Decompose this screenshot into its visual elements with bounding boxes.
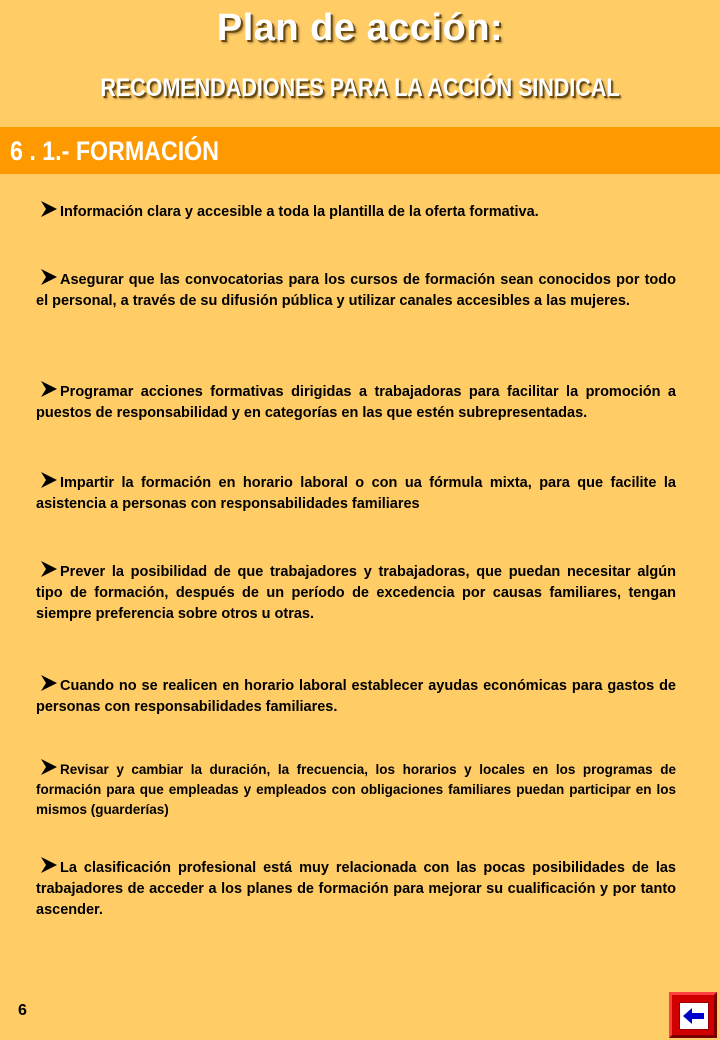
back-button-face[interactable] xyxy=(679,1002,709,1030)
list-item xyxy=(36,198,676,223)
list-item xyxy=(36,469,676,515)
list-item xyxy=(36,558,676,625)
arrow-bullet-icon xyxy=(38,672,60,694)
list-item xyxy=(36,854,676,921)
list-item-text: Programar acciones formativas dirigidas a trabajadoras para facilitar la promoción a puestos de responsabilidad y en categorías en las que estén subrepresentadas. xyxy=(36,384,676,421)
list-item xyxy=(36,378,676,424)
arrow-bullet-icon xyxy=(38,378,60,400)
arrow-bullet-icon xyxy=(38,854,60,876)
section-band xyxy=(0,127,720,174)
list-item-text: Revisar y cambiar la duración, la frecuencia, los horarios y locales en los programas de formación para que empleadas y empleados con obligaciones familiares puedan participar en los mismos (guarderías) xyxy=(36,762,676,817)
list-item xyxy=(36,266,676,312)
arrow-bullet-icon xyxy=(38,558,60,580)
list-item xyxy=(36,756,676,820)
list-item-text: Cuando no se realicen en horario laboral establecer ayudas económicas para gastos de personas con responsabilidades familiares. xyxy=(36,678,676,715)
page-number: 6 xyxy=(18,1002,27,1019)
page-title: Plan de acción: xyxy=(216,7,504,49)
section-title: 6 . 1.- FORMACIÓN xyxy=(10,136,219,166)
back-arrow-icon xyxy=(680,1003,708,1029)
list-item-text: Prever la posibilidad de que trabajadores y trabajadoras, que puedan necesitar algún tipo de formación, después de un período de excedencia por causas familiares, tengan siempre preferencia sobre otros u otras. xyxy=(36,564,676,622)
list-item-text: La clasificación profesional está muy relacionada con las pocas posibilidades de las trabajadores de acceder a los planes de formación para mejorar su cualificación y por tanto ascender. xyxy=(36,860,676,918)
list-item xyxy=(36,672,676,718)
arrow-bullet-icon xyxy=(38,266,60,288)
arrow-bullet-icon xyxy=(38,756,60,778)
list-item-text: Impartir la formación en horario laboral o con ua fórmula mixta, para que facilite la asistencia a personas con responsabilidades familiares xyxy=(36,475,676,512)
arrow-bullet-icon xyxy=(38,198,60,220)
back-button[interactable] xyxy=(669,992,717,1038)
page-subtitle: RECOMENDADIONES PARA LA ACCIÓN SINDICAL xyxy=(100,74,620,102)
arrow-bullet-icon xyxy=(38,469,60,491)
list-item-text: Asegurar que las convocatorias para los cursos de formación sean conocidos por todo el personal, a través de su difusión pública y utilizar canales accesibles a las mujeres. xyxy=(36,272,676,309)
list-item-text: Información clara y accesible a toda la plantilla de la oferta formativa. xyxy=(60,204,539,220)
